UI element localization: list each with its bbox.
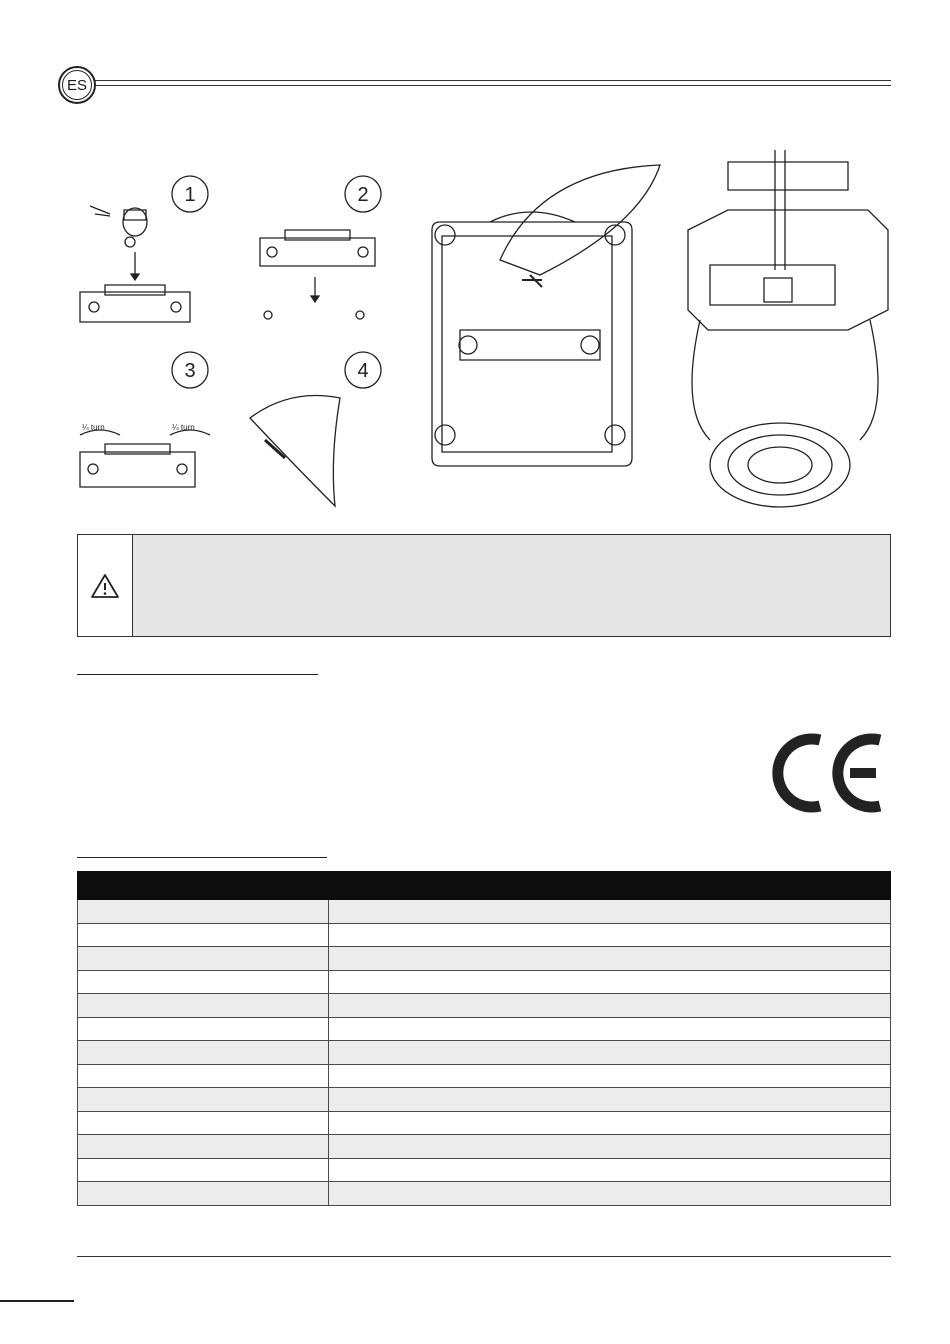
table-row (78, 947, 891, 971)
spec-label (78, 923, 329, 947)
spec-value (329, 970, 891, 994)
spec-label (78, 994, 329, 1018)
step-4-number: 4 (357, 360, 369, 382)
table-header-cell (329, 872, 891, 900)
step-3-turn-label-right: ¼ turn (172, 423, 195, 432)
spec-label (78, 1041, 329, 1065)
spec-label (78, 947, 329, 971)
spec-value (329, 994, 891, 1018)
section-heading-rule (77, 857, 327, 858)
header-rule (80, 85, 891, 86)
table-row (78, 1135, 891, 1159)
table-header-cell (78, 872, 329, 900)
step-2-number: 2 (357, 184, 369, 206)
spec-value (329, 1017, 891, 1041)
spec-label (78, 1182, 329, 1206)
table-row (78, 1017, 891, 1041)
spec-value (329, 1088, 891, 1112)
table-row (78, 1041, 891, 1065)
fixture-bottom-view-drawing (432, 165, 660, 466)
warning-icon-cell (78, 535, 133, 636)
step-3-number: 3 (184, 360, 196, 382)
table-row (78, 1111, 891, 1135)
header-rule (80, 80, 891, 81)
language-code: ES (66, 76, 87, 94)
step-2-bracket-drawing (260, 230, 375, 319)
table-row (78, 1064, 891, 1088)
table-row (78, 994, 891, 1018)
step-2-badge (345, 176, 381, 212)
spec-label (78, 1111, 329, 1135)
spec-value (329, 923, 891, 947)
spec-value (329, 1064, 891, 1088)
table-row (78, 1182, 891, 1206)
section-heading-rule (77, 674, 318, 675)
ce-mark-icon (772, 732, 886, 814)
table-row (78, 970, 891, 994)
spec-value (329, 1135, 891, 1159)
spec-value (329, 1182, 891, 1206)
step-4-safety-cable-drawing (250, 396, 340, 507)
spec-label (78, 1064, 329, 1088)
spec-value (329, 900, 891, 924)
warning-text (148, 547, 868, 627)
spec-label (78, 970, 329, 994)
step-3-badge (172, 352, 208, 388)
step-1-clamp-drawing (80, 206, 190, 322)
spec-value (329, 947, 891, 971)
table-row (78, 923, 891, 947)
warning-triangle-icon (90, 572, 120, 600)
spec-label (78, 1088, 329, 1112)
spec-label (78, 1135, 329, 1159)
spec-value (329, 1111, 891, 1135)
spec-value (329, 1041, 891, 1065)
table-row (78, 1158, 891, 1182)
spec-value (329, 1158, 891, 1182)
footer-rule (77, 1256, 891, 1257)
spec-label (78, 900, 329, 924)
step-1-badge (172, 176, 208, 212)
installation-illustrations (60, 140, 900, 520)
fixture-perspective-drawing (688, 150, 888, 507)
table-header-row (78, 872, 891, 900)
table-row (78, 1088, 891, 1112)
spec-label (78, 1017, 329, 1041)
step-3-turn-label-left: ¼ turn (82, 423, 105, 432)
table-row (78, 900, 891, 924)
spec-label (78, 1158, 329, 1182)
step-1-number: 1 (184, 184, 196, 206)
specifications-table (77, 871, 891, 1206)
step-3-turn-drawing (80, 423, 210, 487)
language-badge (58, 66, 96, 104)
page-number-rule (0, 1300, 74, 1302)
warning-box (77, 534, 891, 637)
step-4-badge (345, 352, 381, 388)
